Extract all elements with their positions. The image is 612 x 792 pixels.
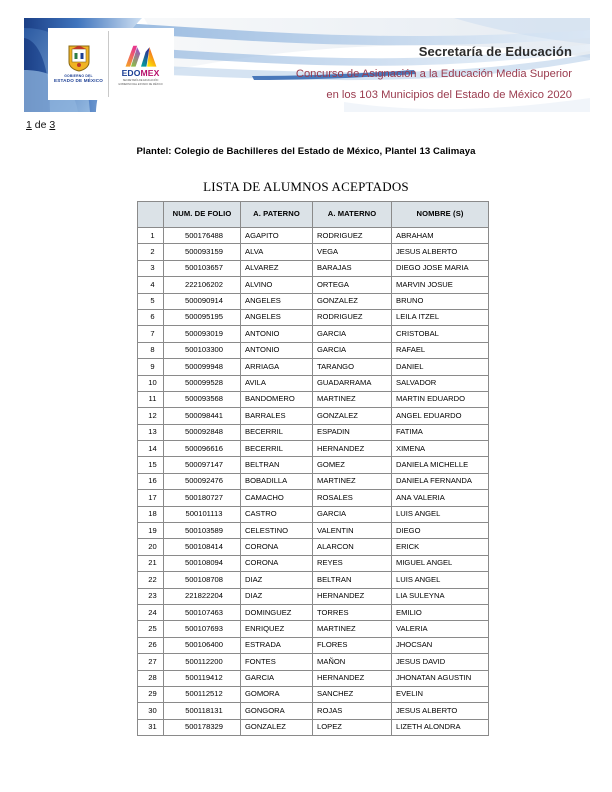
cell-nombres: LUIS ANGEL — [392, 506, 489, 522]
cell-apellido-materno: MARTINEZ — [313, 621, 392, 637]
cell-apellido-paterno: ANGELES — [241, 309, 313, 325]
table-row — [138, 555, 489, 571]
cell-apellido-paterno: ANGELES — [241, 293, 313, 309]
cell-apellido-materno: BARAJAS — [313, 260, 392, 276]
cell-apellido-materno: BELTRAN — [313, 572, 392, 588]
cell-nombres: DANIEL — [392, 359, 489, 375]
cell-apellido-materno: GONZALEZ — [313, 293, 392, 309]
cell-nombres: VALERIA — [392, 621, 489, 637]
table-row — [138, 473, 489, 489]
government-logo — [50, 31, 109, 97]
page-indicator — [26, 119, 55, 131]
table-row — [138, 621, 489, 637]
cell-folio: 500108094 — [164, 555, 241, 571]
table-row — [138, 490, 489, 506]
column-header-folio: NUM. DE FOLIO — [164, 202, 241, 228]
table-row — [138, 686, 489, 702]
cell-index: 28 — [138, 670, 164, 686]
cell-index: 10 — [138, 375, 164, 391]
table-body — [138, 228, 489, 736]
cell-index: 1 — [138, 228, 164, 244]
cell-folio: 500103657 — [164, 260, 241, 276]
cell-nombres: JESUS ALBERTO — [392, 703, 489, 719]
cell-apellido-paterno: BECERRIL — [241, 424, 313, 440]
cell-index: 5 — [138, 293, 164, 309]
cell-apellido-paterno: ENRIQUEZ — [241, 621, 313, 637]
cell-index: 24 — [138, 604, 164, 620]
cell-index: 15 — [138, 457, 164, 473]
cell-index: 14 — [138, 441, 164, 457]
table-row — [138, 260, 489, 276]
cell-apellido-materno: FLORES — [313, 637, 392, 653]
cell-apellido-materno: GUADARRAMA — [313, 375, 392, 391]
cell-nombres: EVELIN — [392, 686, 489, 702]
cell-apellido-materno: ESPADIN — [313, 424, 392, 440]
cell-index: 11 — [138, 391, 164, 407]
header-subtitle-line2: en los 103 Municipios del Estado de México 2020 — [326, 89, 572, 101]
table-row — [138, 588, 489, 604]
cell-apellido-materno: RODRIGUEZ — [313, 309, 392, 325]
cell-nombres: FATIMA — [392, 424, 489, 440]
cell-apellido-paterno: BELTRAN — [241, 457, 313, 473]
cell-index: 2 — [138, 244, 164, 260]
header-banner — [24, 18, 590, 112]
cell-nombres: SALVADOR — [392, 375, 489, 391]
cell-nombres: DIEGO — [392, 523, 489, 539]
cell-apellido-materno: MARTINEZ — [313, 473, 392, 489]
cell-nombres: MARVIN JOSUE — [392, 277, 489, 293]
edomex-word-second: MEX — [140, 68, 160, 79]
cell-index: 23 — [138, 588, 164, 604]
table-row — [138, 342, 489, 358]
table-row — [138, 523, 489, 539]
page-separator: de — [34, 119, 47, 131]
table-row — [138, 359, 489, 375]
cell-nombres: LUIS ANGEL — [392, 572, 489, 588]
cell-apellido-paterno: GOMORA — [241, 686, 313, 702]
government-logo-caption — [54, 74, 103, 84]
cell-apellido-paterno: ALVA — [241, 244, 313, 260]
cell-index: 7 — [138, 326, 164, 342]
cell-apellido-materno: GOMEZ — [313, 457, 392, 473]
column-header-apellido-paterno: A. PATERNO — [241, 202, 313, 228]
cell-apellido-paterno: ESTRADA — [241, 637, 313, 653]
cell-index: 21 — [138, 555, 164, 571]
gov-caption-line2: ESTADO DE MÉXICO — [53, 78, 104, 84]
cell-apellido-materno: SANCHEZ — [313, 686, 392, 702]
cell-folio: 500096616 — [164, 441, 241, 457]
cell-apellido-materno: HERNANDEZ — [313, 588, 392, 604]
cell-apellido-materno: ROJAS — [313, 703, 392, 719]
table-row — [138, 375, 489, 391]
cell-folio: 500108708 — [164, 572, 241, 588]
cell-folio: 500092848 — [164, 424, 241, 440]
cell-folio: 500093159 — [164, 244, 241, 260]
cell-nombres: JHONATAN AGUSTIN — [392, 670, 489, 686]
table-row — [138, 391, 489, 407]
cell-nombres: DANIELA FERNANDA — [392, 473, 489, 489]
students-table-container — [137, 201, 488, 736]
edomex-sub-line1: SECRETARÍA DE EDUCACIÓN — [122, 79, 159, 83]
coat-of-arms-icon — [66, 44, 92, 72]
table-row — [138, 719, 489, 735]
cell-nombres: ANGEL EDUARDO — [392, 408, 489, 424]
cell-apellido-paterno: BARRALES — [241, 408, 313, 424]
table-row — [138, 637, 489, 653]
cell-folio: 500112200 — [164, 654, 241, 670]
cell-apellido-materno: GONZALEZ — [313, 408, 392, 424]
cell-nombres: ABRAHAM — [392, 228, 489, 244]
cell-folio: 500178329 — [164, 719, 241, 735]
cell-apellido-paterno: CASTRO — [241, 506, 313, 522]
edomex-wordmark — [122, 69, 160, 78]
cell-folio: 222106202 — [164, 277, 241, 293]
cell-apellido-materno: LOPEZ — [313, 719, 392, 735]
cell-folio: 500099948 — [164, 359, 241, 375]
table-row — [138, 670, 489, 686]
cell-index: 12 — [138, 408, 164, 424]
cell-folio: 500176488 — [164, 228, 241, 244]
cell-folio: 500180727 — [164, 490, 241, 506]
logo-container — [48, 28, 174, 100]
cell-apellido-paterno: ANTONIO — [241, 326, 313, 342]
table-row — [138, 293, 489, 309]
cell-nombres: LIZETH ALONDRA — [392, 719, 489, 735]
cell-index: 19 — [138, 523, 164, 539]
cell-apellido-paterno: DIAZ — [241, 572, 313, 588]
cell-folio: 500095195 — [164, 309, 241, 325]
cell-apellido-materno: REYES — [313, 555, 392, 571]
cell-index: 27 — [138, 654, 164, 670]
cell-nombres: JESUS ALBERTO — [392, 244, 489, 260]
cell-apellido-paterno: DOMINGUEZ — [241, 604, 313, 620]
cell-apellido-materno: ORTEGA — [313, 277, 392, 293]
cell-apellido-materno: RODRIGUEZ — [313, 228, 392, 244]
cell-index: 30 — [138, 703, 164, 719]
table-row — [138, 309, 489, 325]
cell-folio: 500090914 — [164, 293, 241, 309]
cell-apellido-materno: VEGA — [313, 244, 392, 260]
cell-nombres: ANA VALERIA — [392, 490, 489, 506]
cell-apellido-paterno: AGAPITO — [241, 228, 313, 244]
edomex-logo-subtitle — [118, 79, 162, 86]
cell-apellido-materno: ALARCON — [313, 539, 392, 555]
cell-index: 20 — [138, 539, 164, 555]
cell-index: 29 — [138, 686, 164, 702]
cell-nombres: JESUS DAVID — [392, 654, 489, 670]
cell-apellido-materno: MARTINEZ — [313, 391, 392, 407]
cell-nombres: LEILA ITZEL — [392, 309, 489, 325]
cell-apellido-paterno: DIAZ — [241, 588, 313, 604]
table-row — [138, 277, 489, 293]
header-title: Secretaría de Educación — [418, 44, 572, 59]
cell-apellido-paterno: BECERRIL — [241, 441, 313, 457]
cell-apellido-paterno: GARCIA — [241, 670, 313, 686]
cell-apellido-materno: HERNANDEZ — [313, 441, 392, 457]
table-row — [138, 604, 489, 620]
cell-apellido-materno: GARCIA — [313, 342, 392, 358]
cell-apellido-materno: TORRES — [313, 604, 392, 620]
edomex-word-first: EDO — [121, 68, 141, 79]
column-header-nombres: NOMBRE (S) — [392, 202, 489, 228]
table-row — [138, 572, 489, 588]
cell-apellido-paterno: CORONA — [241, 539, 313, 555]
cell-apellido-paterno: ANTONIO — [241, 342, 313, 358]
page-current: 1 — [26, 119, 32, 131]
cell-folio: 500118131 — [164, 703, 241, 719]
table-row — [138, 424, 489, 440]
cell-apellido-materno: MAÑON — [313, 654, 392, 670]
cell-index: 17 — [138, 490, 164, 506]
cell-folio: 500093019 — [164, 326, 241, 342]
column-header-index — [138, 202, 164, 228]
cell-apellido-materno: HERNANDEZ — [313, 670, 392, 686]
cell-apellido-materno: ROSALES — [313, 490, 392, 506]
cell-apellido-paterno: BOBADILLA — [241, 473, 313, 489]
cell-index: 22 — [138, 572, 164, 588]
cell-apellido-paterno: GONGORA — [241, 703, 313, 719]
cell-folio: 500119412 — [164, 670, 241, 686]
header-subtitle-line1: Concurso de Asignación a la Educación Media Superior — [295, 68, 572, 80]
table-row — [138, 654, 489, 670]
table-row — [138, 703, 489, 719]
cell-index: 6 — [138, 309, 164, 325]
accepted-students-table — [137, 201, 489, 736]
cell-folio: 221822204 — [164, 588, 241, 604]
table-row — [138, 244, 489, 260]
cell-apellido-paterno: ALVAREZ — [241, 260, 313, 276]
cell-index: 3 — [138, 260, 164, 276]
cell-apellido-paterno: ALVINO — [241, 277, 313, 293]
table-row — [138, 228, 489, 244]
cell-folio: 500106400 — [164, 637, 241, 653]
cell-nombres: JHOCSAN — [392, 637, 489, 653]
cell-apellido-paterno: BANDOMERO — [241, 391, 313, 407]
cell-nombres: LIA SULEYNA — [392, 588, 489, 604]
cell-apellido-paterno: GONZALEZ — [241, 719, 313, 735]
cell-apellido-paterno: CORONA — [241, 555, 313, 571]
cell-folio: 500103589 — [164, 523, 241, 539]
table-row — [138, 457, 489, 473]
cell-folio: 500107463 — [164, 604, 241, 620]
table-row — [138, 326, 489, 342]
cell-index: 16 — [138, 473, 164, 489]
cell-folio: 500099528 — [164, 375, 241, 391]
cell-folio: 500093568 — [164, 391, 241, 407]
edomex-sub-line2: GOBIERNO DEL ESTADO DE MÉXICO — [118, 82, 163, 86]
cell-folio: 500112512 — [164, 686, 241, 702]
plantel-heading: Plantel: Colegio de Bachilleres del Estado de México, Plantel 13 Calimaya — [136, 146, 476, 157]
cell-index: 13 — [138, 424, 164, 440]
cell-apellido-paterno: FONTES — [241, 654, 313, 670]
cell-folio: 500097147 — [164, 457, 241, 473]
cell-index: 8 — [138, 342, 164, 358]
cell-nombres: ERICK — [392, 539, 489, 555]
table-header — [138, 202, 489, 228]
cell-nombres: MIGUEL ANGEL — [392, 555, 489, 571]
cell-apellido-paterno: AVILA — [241, 375, 313, 391]
cell-index: 9 — [138, 359, 164, 375]
gov-caption-line1: GOBIERNO DEL — [64, 74, 93, 78]
page-total: 3 — [49, 119, 56, 131]
cell-apellido-materno: GARCIA — [313, 326, 392, 342]
cell-nombres: XIMENA — [392, 441, 489, 457]
cell-nombres: CRISTOBAL — [392, 326, 489, 342]
table-row — [138, 408, 489, 424]
cell-folio: 500103300 — [164, 342, 241, 358]
table-header-row — [138, 202, 489, 228]
page-title: LISTA DE ALUMNOS ACEPTADOS — [203, 179, 409, 194]
edomex-logo — [109, 31, 173, 97]
cell-apellido-paterno: CELESTINO — [241, 523, 313, 539]
cell-nombres: DANIELA MICHELLE — [392, 457, 489, 473]
cell-nombres: MARTIN EDUARDO — [392, 391, 489, 407]
cell-index: 25 — [138, 621, 164, 637]
cell-nombres: BRUNO — [392, 293, 489, 309]
cell-nombres: RAFAEL — [392, 342, 489, 358]
cell-apellido-materno: GARCIA — [313, 506, 392, 522]
column-header-apellido-materno: A. MATERNO — [313, 202, 392, 228]
cell-apellido-paterno: CAMACHO — [241, 490, 313, 506]
cell-folio: 500107693 — [164, 621, 241, 637]
cell-folio: 500098441 — [164, 408, 241, 424]
cell-nombres: DIEGO JOSE MARIA — [392, 260, 489, 276]
table-row — [138, 441, 489, 457]
cell-folio: 500108414 — [164, 539, 241, 555]
edomex-m-icon — [124, 42, 158, 68]
cell-index: 31 — [138, 719, 164, 735]
cell-apellido-paterno: ARRIAGA — [241, 359, 313, 375]
table-row — [138, 539, 489, 555]
cell-index: 18 — [138, 506, 164, 522]
cell-folio: 500101113 — [164, 506, 241, 522]
cell-apellido-materno: VALENTIN — [313, 523, 392, 539]
cell-index: 4 — [138, 277, 164, 293]
table-row — [138, 506, 489, 522]
cell-nombres: EMILIO — [392, 604, 489, 620]
cell-folio: 500092476 — [164, 473, 241, 489]
cell-apellido-materno: TARANGO — [313, 359, 392, 375]
cell-index: 26 — [138, 637, 164, 653]
